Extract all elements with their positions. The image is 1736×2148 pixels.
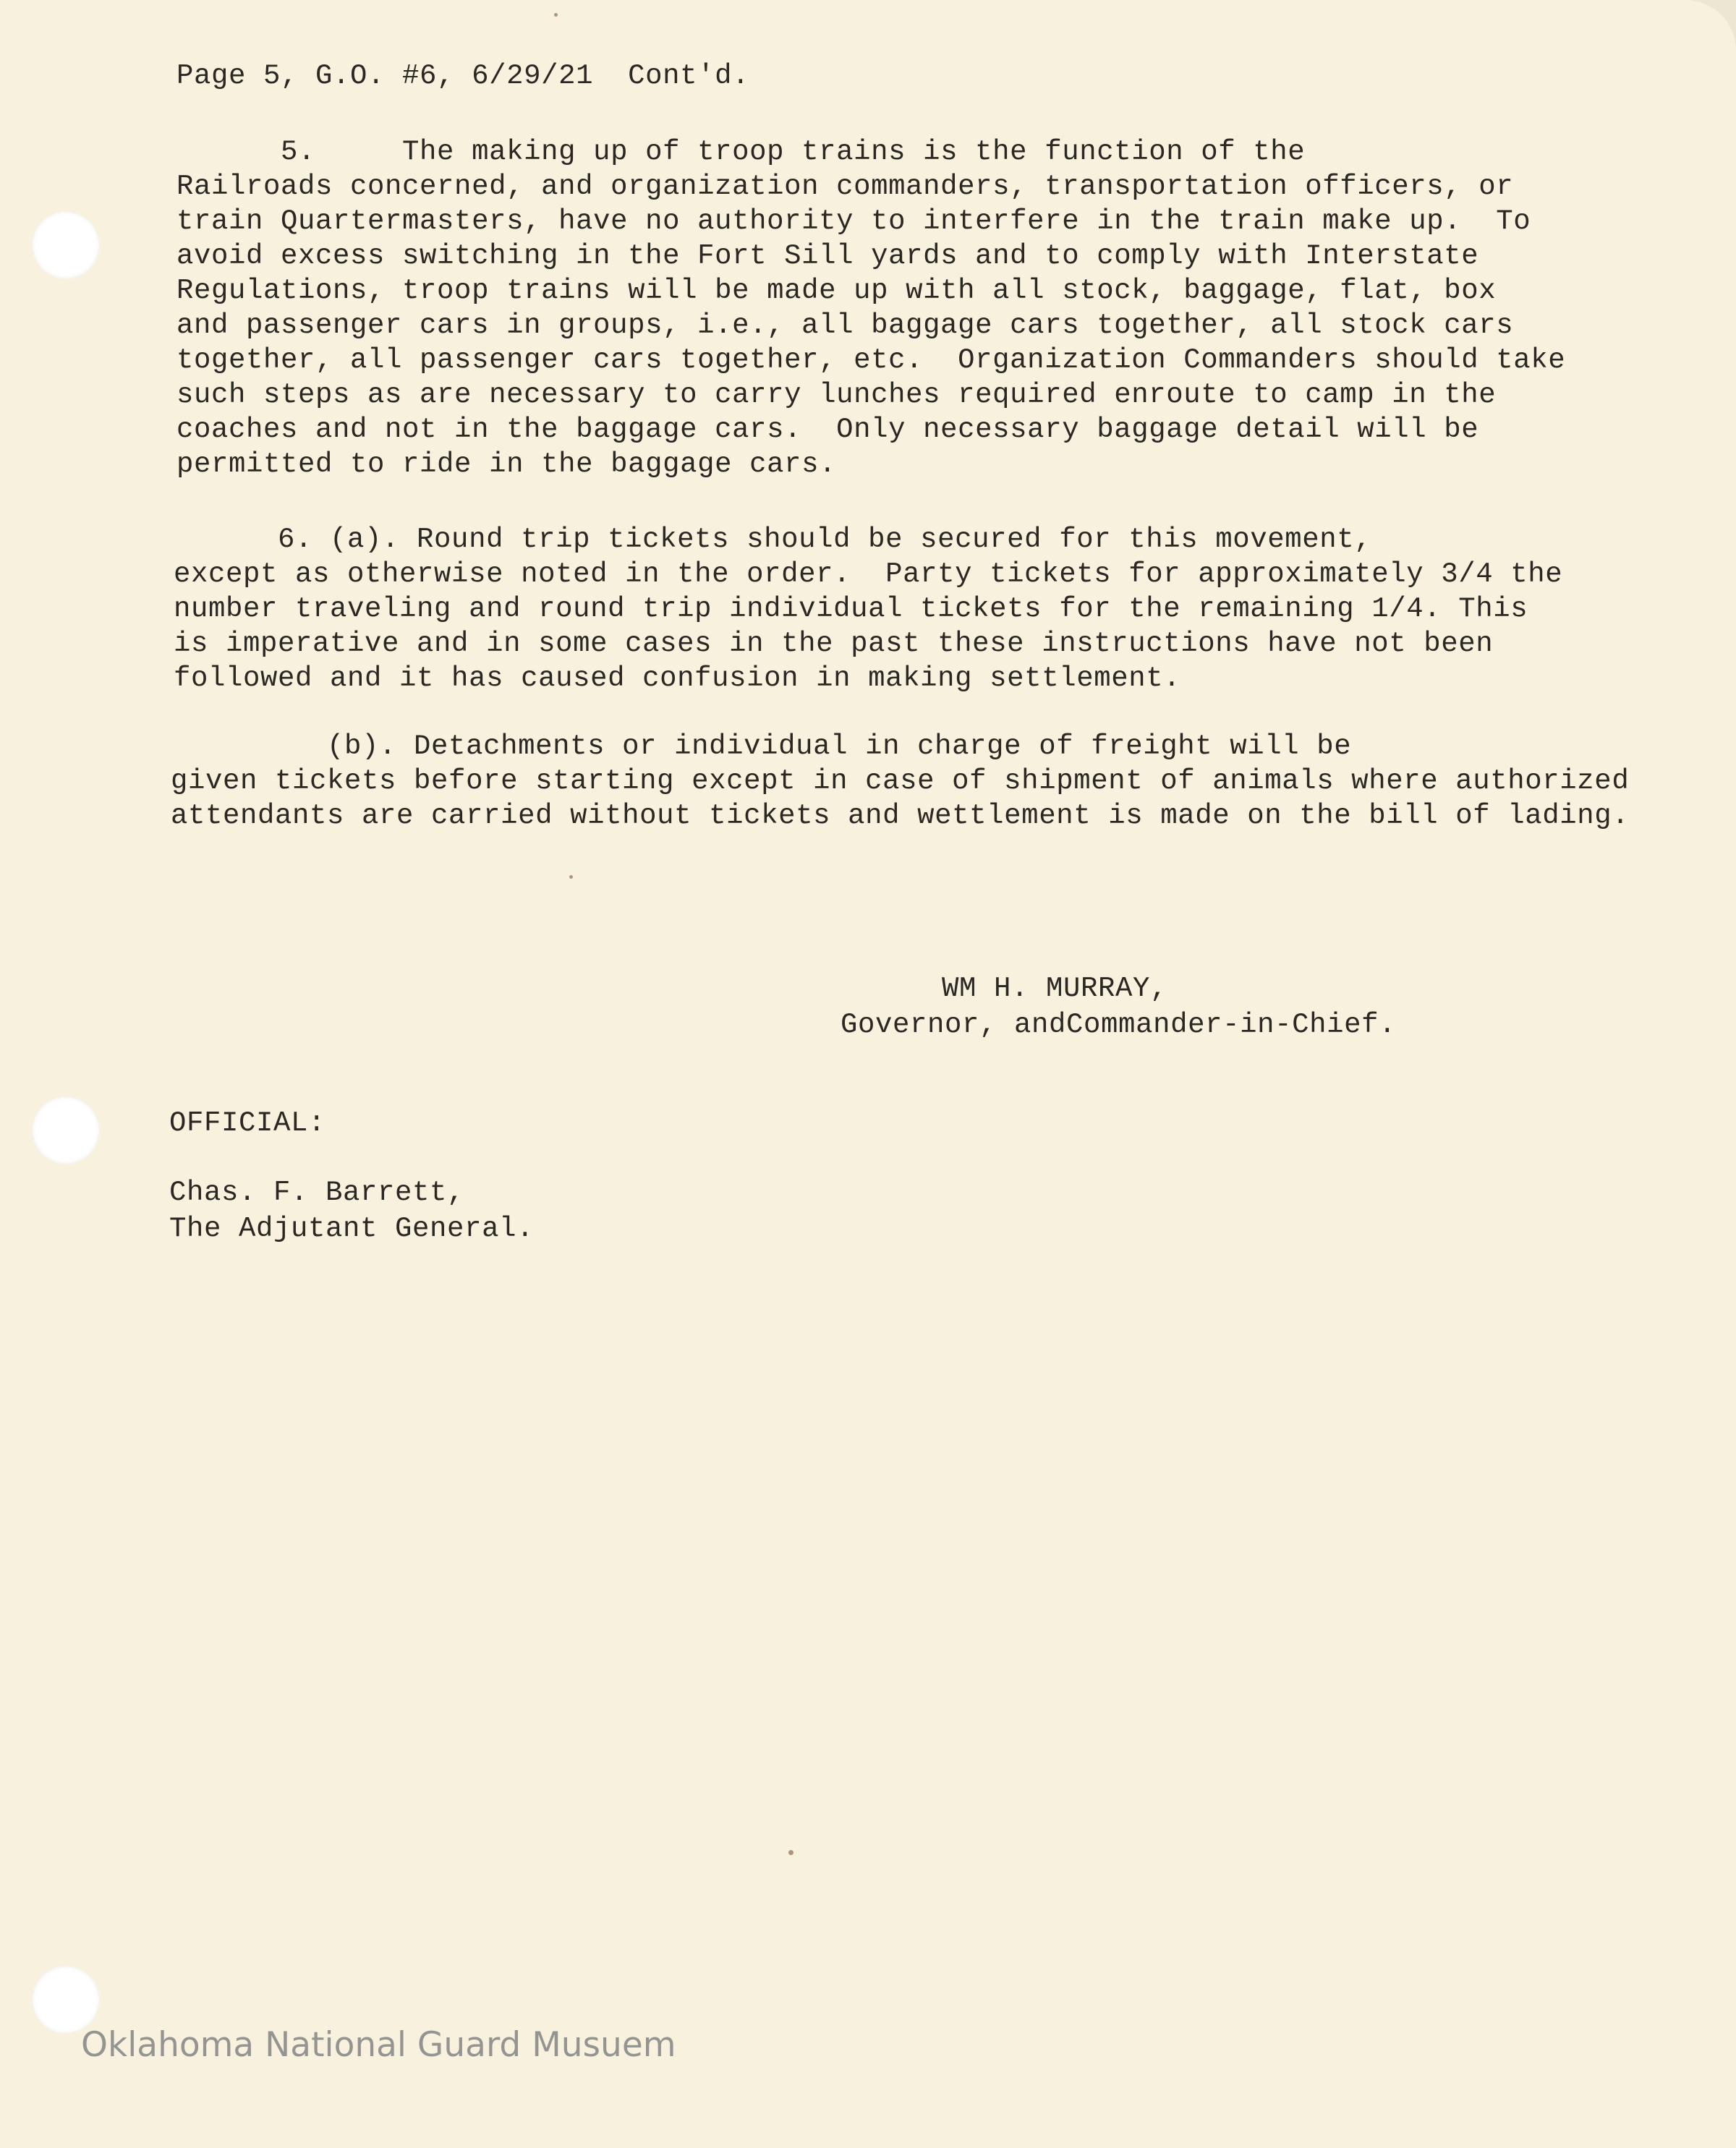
museum-watermark: Oklahoma National Guard Musuem xyxy=(81,2025,676,2065)
text-line: Railroads concerned, and organization commanders, transportation officers, or xyxy=(176,171,1514,203)
text-line: and passenger cars in groups, i.e., all baggage cars together, all stock cars xyxy=(176,310,1514,341)
paragraph-5 xyxy=(176,135,1565,482)
text-line: followed and it has caused confusion in making settlement. xyxy=(174,662,1181,694)
text-line: train Quartermasters, have no authority to interfere in the train make up. To xyxy=(176,205,1531,237)
text-line: attendants are carried without tickets and wettlement is made on the bill of lading. xyxy=(171,800,1630,832)
official-label: OFFICIAL: xyxy=(169,1107,326,1139)
signature-name: WM H. MURRAY, xyxy=(942,973,1168,1005)
signature-title: Governor, andCommander-in-Chief. xyxy=(841,1009,1397,1041)
text-line: (b). Detachments or individual in charge of freight will be xyxy=(171,730,1352,762)
text-line: 5. The making up of troop trains is the function of the xyxy=(176,136,1306,168)
text-line: given tickets before starting except in case of shipment of animals where authorized xyxy=(171,765,1630,797)
paper-speck xyxy=(788,1850,793,1855)
punch-hole-top xyxy=(32,211,100,279)
punch-hole-bottom xyxy=(32,1966,100,2034)
punch-hole-middle xyxy=(32,1096,100,1164)
page-header: Page 5, G.O. #6, 6/29/21 Cont'd. xyxy=(176,60,750,92)
official-name: Chas. F. Barrett, xyxy=(169,1177,465,1209)
paper-speck xyxy=(569,875,573,879)
text-line: together, all passenger cars together, etc. Organization Commanders should take xyxy=(176,344,1566,376)
text-line: avoid excess switching in the Fort Sill yards and to comply with Interstate xyxy=(176,240,1479,272)
text-line: permitted to ride in the baggage cars. xyxy=(176,448,837,480)
text-line: such steps as are necessary to carry lunches required enroute to camp in the xyxy=(176,379,1497,411)
paper-speck xyxy=(554,13,558,17)
official-title: The Adjutant General. xyxy=(169,1213,535,1245)
text-line: 6. (a). Round trip tickets should be secured for this movement, xyxy=(174,524,1372,555)
text-line: is imperative and in some cases in the past these instructions have not been xyxy=(174,628,1494,660)
paragraph-6b xyxy=(171,729,1629,833)
text-line: Regulations, troop trains will be made up with all stock, baggage, flat, box xyxy=(176,275,1497,307)
text-line: number traveling and round trip individual tickets for the remaining 1/4. This xyxy=(174,593,1528,625)
text-line: except as otherwise noted in the order. Party tickets for approximately 3/4 the xyxy=(174,558,1563,590)
paragraph-6a xyxy=(174,522,1562,696)
text-line: coaches and not in the baggage cars. Only necessary baggage detail will be xyxy=(176,414,1479,446)
